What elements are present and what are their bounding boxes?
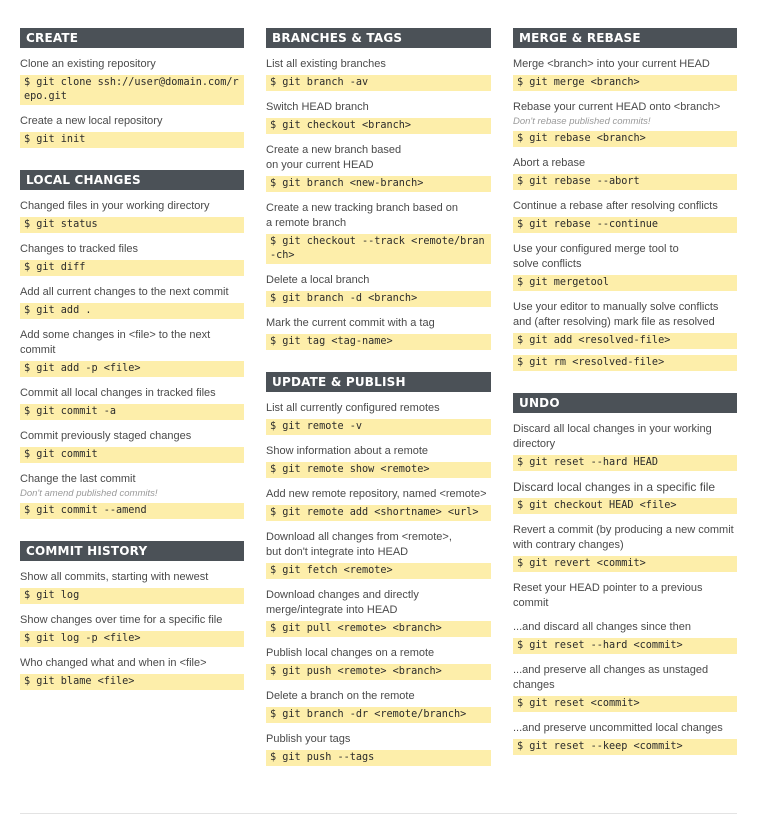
command-snippet: $ git rebase <branch> xyxy=(513,131,737,147)
cheat-entry xyxy=(513,422,737,471)
entry-description: Create a new branch based on your current HEAD xyxy=(266,144,402,171)
section-heading: UPDATE & PUBLISH xyxy=(266,372,491,392)
entry-description: Who changed what and when in <file> xyxy=(20,657,207,669)
entry-description: Reset your HEAD pointer to a previous commit xyxy=(513,582,703,609)
cheat-entry xyxy=(266,273,491,307)
entry-description: List all currently configured remotes xyxy=(266,402,440,414)
entry-description: ...and preserve all changes as unstaged changes xyxy=(513,664,709,691)
entry-description: Create a new tracking branch based on a remote branch xyxy=(266,202,459,229)
entry-description: Download changes and directly merge/integrate into HEAD xyxy=(266,589,419,616)
command-snippet: $ git blame <file> xyxy=(20,674,244,690)
entry-description: Add some changes in <file> to the next commit xyxy=(20,329,211,356)
command-snippet: $ git tag <tag-name> xyxy=(266,334,491,350)
command-snippet: $ git branch -dr <remote/branch> xyxy=(266,707,491,723)
entry-description: Add all current changes to the next commit xyxy=(20,286,229,298)
section-heading: UNDO xyxy=(513,393,737,413)
cheat-entry xyxy=(266,732,491,766)
command-snippet: $ git checkout --track <remote/bran-ch> xyxy=(266,234,491,264)
command-snippet: $ git commit -a xyxy=(20,404,244,420)
entry-description: Abort a rebase xyxy=(513,157,586,169)
command-snippet: $ git status xyxy=(20,217,244,233)
cheat-entry xyxy=(266,444,491,478)
cheat-entry xyxy=(266,588,491,637)
section-merge-rebase xyxy=(513,28,737,371)
section-commit-history xyxy=(20,541,244,690)
cheat-entry xyxy=(513,620,737,654)
entry-description: Clone an existing repository xyxy=(20,58,156,70)
footer-divider xyxy=(20,813,737,814)
entry-description: ...and discard all changes since then xyxy=(513,621,691,633)
command-snippet: $ git rebase --continue xyxy=(513,217,737,233)
entry-description: Commit all local changes in tracked files xyxy=(20,387,216,399)
column-3 xyxy=(513,28,737,777)
cheat-entry xyxy=(266,401,491,435)
cheat-entry xyxy=(513,156,737,190)
command-snippet: $ git push --tags xyxy=(266,750,491,766)
cheat-entry xyxy=(20,242,244,276)
entry-description: Discard local changes in a specific file xyxy=(513,480,716,494)
command-snippet: $ git add -p <file> xyxy=(20,361,244,377)
command-snippet: $ git revert <commit> xyxy=(513,556,737,572)
entry-description: Download all changes from <remote>, but don't integrate into HEAD xyxy=(266,531,452,558)
section-undo xyxy=(513,393,737,755)
cheat-entry xyxy=(266,646,491,680)
command-snippet: $ git checkout HEAD <file> xyxy=(513,498,737,514)
entry-description: ...and preserve uncommitted local changes xyxy=(513,722,723,734)
command-snippet: $ git init xyxy=(20,132,244,148)
entry-description: Use your editor to manually solve conflicts and (after resolving) mark file as resolved xyxy=(513,301,719,328)
command-snippet: $ git add . xyxy=(20,303,244,319)
entry-description: Mark the current commit with a tag xyxy=(266,317,435,329)
cheat-entry xyxy=(513,199,737,233)
command-snippet: $ git remote -v xyxy=(266,419,491,435)
entry-description: Publish your tags xyxy=(266,733,351,745)
entry-description: Show information about a remote xyxy=(266,445,429,457)
section-heading: CREATE xyxy=(20,28,244,48)
command-snippet: $ git reset --hard <commit> xyxy=(513,638,737,654)
entry-description: Publish local changes on a remote xyxy=(266,647,435,659)
entry-description: Merge <branch> into your current HEAD xyxy=(513,58,710,70)
command-snippet: $ git remote show <remote> xyxy=(266,462,491,478)
entry-description: Add new remote repository, named <remote> xyxy=(266,488,487,500)
command-snippet: $ git diff xyxy=(20,260,244,276)
cheat-entry xyxy=(20,656,244,690)
section-heading: MERGE & REBASE xyxy=(513,28,737,48)
command-snippet: $ git commit xyxy=(20,447,244,463)
cheat-entry xyxy=(20,613,244,647)
cheat-entry xyxy=(513,663,737,712)
command-snippet: $ git push <remote> <branch> xyxy=(266,664,491,680)
section-branches-tags xyxy=(266,28,491,350)
command-snippet: $ git fetch <remote> xyxy=(266,563,491,579)
command-snippet: $ git log -p <file> xyxy=(20,631,244,647)
cheat-entry xyxy=(513,523,737,572)
command-snippet: $ git branch <new-branch> xyxy=(266,176,491,192)
cheat-entry xyxy=(20,114,244,148)
section-heading: COMMIT HISTORY xyxy=(20,541,244,561)
entry-description: Show changes over time for a specific file xyxy=(20,614,223,626)
entry-description: Delete a local branch xyxy=(266,274,370,286)
cheat-entry xyxy=(266,530,491,579)
command-snippet: $ git log xyxy=(20,588,244,604)
command-snippet: $ git add <resolved-file> xyxy=(513,333,737,349)
entry-description: Show all commits, starting with newest xyxy=(20,571,209,583)
cheat-entry xyxy=(266,100,491,134)
cheat-entry xyxy=(20,328,244,377)
section-update-publish xyxy=(266,372,491,766)
command-snippet: $ git clone ssh://user@domain.com/repo.git xyxy=(20,75,244,105)
command-snippet: $ git branch -d <branch> xyxy=(266,291,491,307)
cheat-entry xyxy=(20,57,244,105)
cheat-entry xyxy=(266,201,491,264)
command-snippet: $ git remote add <shortname> <url> xyxy=(266,505,491,521)
cheat-entry xyxy=(20,386,244,420)
cheat-entry xyxy=(20,429,244,463)
cheat-entry xyxy=(513,721,737,755)
cheat-entry xyxy=(513,581,737,611)
column-2 xyxy=(266,28,491,788)
entry-description: Revert a commit (by producing a new commit with contrary changes) xyxy=(513,524,734,551)
entry-description: List all existing branches xyxy=(266,58,386,70)
cheat-entry xyxy=(266,316,491,350)
entry-description: Rebase your current HEAD onto <branch> xyxy=(513,101,721,113)
entry-description: Commit previously staged changes xyxy=(20,430,192,442)
entry-description: Delete a branch on the remote xyxy=(266,690,415,702)
cheat-entry xyxy=(20,472,244,519)
section-local-changes xyxy=(20,170,244,519)
entry-description: Change the last commit xyxy=(20,473,136,485)
command-snippet: $ git checkout <branch> xyxy=(266,118,491,134)
column-1 xyxy=(20,28,244,712)
entry-description: Switch HEAD branch xyxy=(266,101,369,113)
cheat-entry xyxy=(513,300,737,371)
entry-description: Create a new local repository xyxy=(20,115,163,127)
cheat-entry xyxy=(266,689,491,723)
command-snippet: $ git rm <resolved-file> xyxy=(513,355,737,371)
entry-description: Changed files in your working directory xyxy=(20,200,210,212)
section-heading: LOCAL CHANGES xyxy=(20,170,244,190)
cheat-entry xyxy=(266,57,491,91)
command-snippet: $ git rebase --abort xyxy=(513,174,737,190)
section-heading: BRANCHES & TAGS xyxy=(266,28,491,48)
command-snippet: $ git merge <branch> xyxy=(513,75,737,91)
cheat-entry xyxy=(20,199,244,233)
cheat-entry xyxy=(20,285,244,319)
command-snippet: $ git reset --keep <commit> xyxy=(513,739,737,755)
entry-description: Discard all local changes in your working directory xyxy=(513,423,712,450)
cheat-entry xyxy=(266,143,491,192)
cheat-entry xyxy=(20,570,244,604)
command-snippet: $ git commit --amend xyxy=(20,503,244,519)
cheat-entry xyxy=(266,487,491,521)
entry-description: Use your configured merge tool to solve conflicts xyxy=(513,243,679,270)
command-snippet: $ git reset <commit> xyxy=(513,696,737,712)
cheat-entry xyxy=(513,480,737,514)
entry-warning: Don't rebase published commits! xyxy=(513,116,651,127)
cheat-entry xyxy=(513,57,737,91)
command-snippet: $ git mergetool xyxy=(513,275,737,291)
command-snippet: $ git pull <remote> <branch> xyxy=(266,621,491,637)
entry-description: Continue a rebase after resolving conflicts xyxy=(513,200,718,212)
command-snippet: $ git branch -av xyxy=(266,75,491,91)
cheat-entry xyxy=(513,100,737,147)
cheat-entry xyxy=(513,242,737,291)
command-snippet: $ git reset --hard HEAD xyxy=(513,455,737,471)
entry-description: Changes to tracked files xyxy=(20,243,139,255)
section-create xyxy=(20,28,244,148)
entry-warning: Don't amend published commits! xyxy=(20,488,158,499)
